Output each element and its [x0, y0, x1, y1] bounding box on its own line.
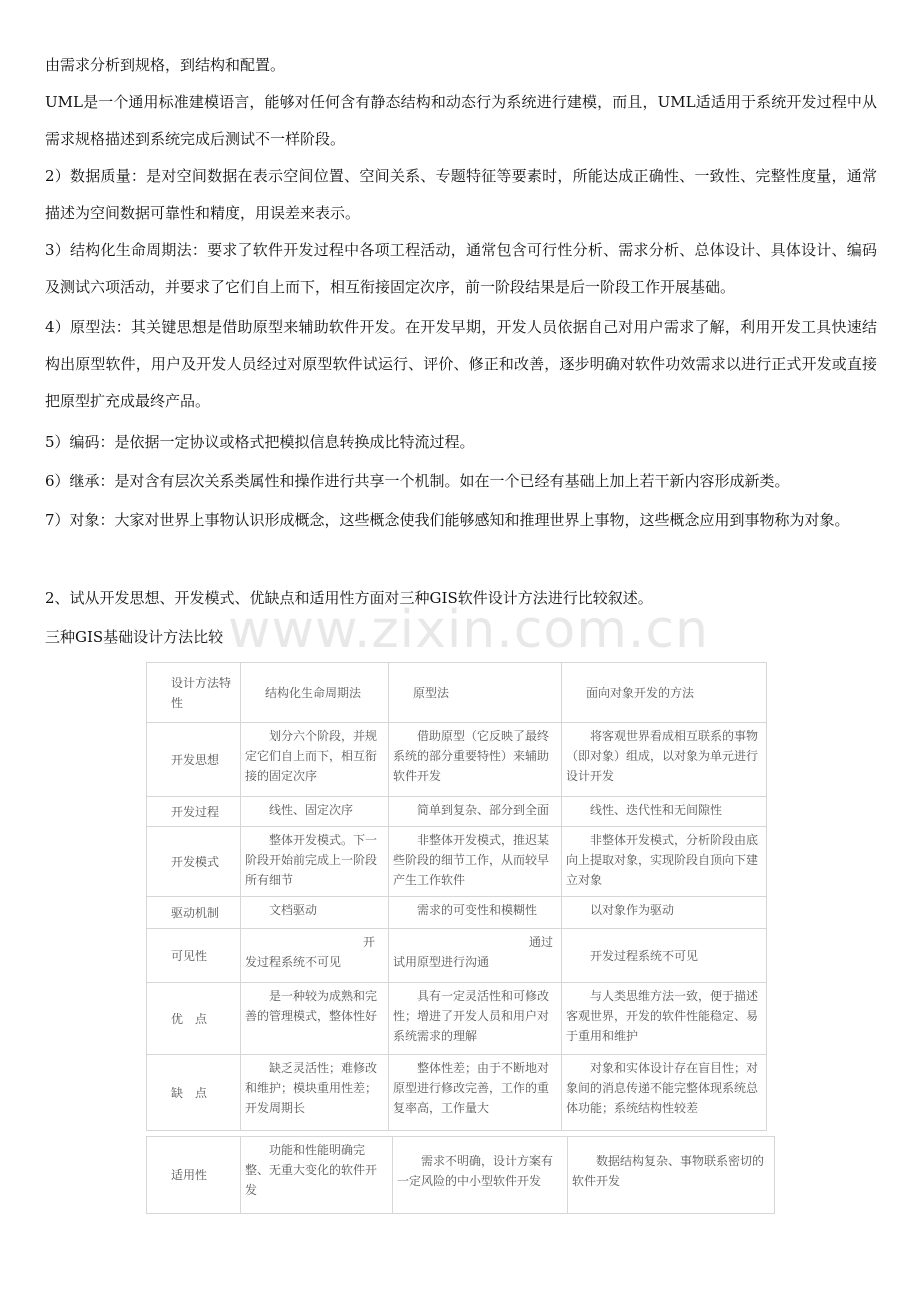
table-cell: 简单到复杂、部分到全面: [389, 797, 562, 827]
table-cell: 具有一定灵活性和可修改性；增进了开发人员和用户对系统需求的理解: [389, 983, 562, 1055]
table-cell: 是一种较为成熟和完善的管理模式，整体性好: [241, 983, 389, 1055]
table-row: [147, 827, 767, 897]
header-cell: 设计方法特性: [147, 663, 241, 723]
table-cell: 缺乏灵活性；难修改和维护；模块重用性差；开发周期长: [241, 1055, 389, 1131]
table-cell: 数据结构复杂、事物联系密切的软件开发: [568, 1137, 775, 1214]
table-cell: 将客观世界看成相互联系的事物（即对象）组成，以对象为单元进行设计开发: [562, 723, 767, 797]
table-cell: 功能和性能明确完整、无重大变化的软件开发: [241, 1137, 393, 1214]
row-label: 可见性: [147, 929, 241, 983]
header-cell: 原型法: [389, 663, 562, 723]
table-cell: 通过试用原型进行沟通: [389, 929, 562, 983]
paragraph-inheritance: 6）继承：是对含有层次关系类属性和操作进行共享一个机制。如在一个已经有基础上加上若干新内容形成新类。: [45, 472, 790, 490]
question-heading: 2、试从开发思想、开发模式、优缺点和适用性方面对三种GIS软件设计方法进行比较叙述。: [45, 589, 653, 607]
table-cell: 需求的可变性和模糊性: [389, 897, 562, 929]
row-label: 适用性: [147, 1137, 241, 1214]
row-label: 优 点: [147, 983, 241, 1055]
table-cell: 文档驱动: [241, 897, 389, 929]
comparison-table: [146, 662, 767, 1131]
watermark: www.zixin.com.cn: [228, 600, 709, 660]
table-header-row: [147, 663, 767, 723]
row-label: 开发思想: [147, 723, 241, 797]
paragraph-1: 由需求分析到规格，到结构和配置。: [45, 56, 286, 74]
table-row: [147, 929, 767, 983]
table-row: [147, 797, 767, 827]
paragraph-encoding: 5）编码：是依据一定协议或格式把模拟信息转换成比特流过程。: [45, 433, 475, 451]
table-cell: 线性、迭代性和无间隙性: [562, 797, 767, 827]
table-row: [147, 983, 767, 1055]
paragraph-prototyping: 4）原型法：其关键思想是借助原型来辅助软件开发。在开发早期，开发人员依据自己对用户需求了解，利用开发工具快速结构出原型软件，用户及开发人员经过对原型软件试运行、评价、修正和改善，逐步明确对软件功效需求以进行正式开发或直接把原型扩充成最终产品。: [45, 318, 877, 410]
table-row: [147, 897, 767, 929]
table-row: [147, 723, 767, 797]
table-cell: 借助原型（它反映了最终系统的部分重要特性）来辅助软件开发: [389, 723, 562, 797]
table-row-applicability: [147, 1137, 775, 1214]
table-cell: 以对象作为驱动: [562, 897, 767, 929]
comparison-table-continued: [146, 1136, 775, 1214]
row-label: 开发过程: [147, 797, 241, 827]
paragraph-uml: UML是一个通用标准建模语言，能够对任何含有静态结构和动态行为系统进行建模，而且，UML适适用于系统开发过程中从需求规格描述到系统完成后测试不一样阶段。: [45, 93, 877, 148]
header-cell: 结构化生命周期法: [241, 663, 389, 723]
table-cell: 与人类思维方法一致，便于描述客观世界，开发的软件性能稳定、易于重用和维护: [562, 983, 767, 1055]
row-label: 开发模式: [147, 827, 241, 897]
table-cell: 非整体开发模式，分析阶段由底向上提取对象，实现阶段自顶向下建立对象: [562, 827, 767, 897]
header-cell: 面向对象开发的方法: [562, 663, 767, 723]
table-cell: 划分六个阶段，并规定它们自上而下，相互衔接的固定次序: [241, 723, 389, 797]
table-caption: 三种GIS基础设计方法比较: [45, 628, 224, 646]
table-cell: 对象和实体设计存在盲目性；对象间的消息传递不能完整体现系统总体功能；系统结构性较差: [562, 1055, 767, 1131]
table-cell: 线性、固定次序: [241, 797, 389, 827]
table-cell: 需求不明确，设计方案有一定风险的中小型软件开发: [393, 1137, 568, 1214]
row-label: 驱动机制: [147, 897, 241, 929]
table-row: [147, 1055, 767, 1131]
table-cell: 开发过程系统不可见: [562, 929, 767, 983]
paragraph-data-quality: 2）数据质量：是对空间数据在表示空间位置、空间关系、专题特征等要素时，所能达成正确性、一致性、完整性度量，通常描述为空间数据可靠性和精度，用误差来表示。: [45, 167, 877, 222]
table-cell: 非整体开发模式，推迟某些阶段的细节工作，从而较早产生工作软件: [389, 827, 562, 897]
paragraph-object: 7）对象：大家对世界上事物认识形成概念，这些概念使我们能够感知和推理世界上事物，这些概念应用到事物称为对象。: [45, 511, 850, 529]
table-cell: 整体开发模式。下一阶段开始前完成上一阶段所有细节: [241, 827, 389, 897]
row-label: 缺 点: [147, 1055, 241, 1131]
table-cell: 开发过程系统不可见: [241, 929, 389, 983]
table-cell: 整体性差；由于不断地对原型进行修改完善，工作的重复率高，工作量大: [389, 1055, 562, 1131]
paragraph-structured-lifecycle: 3）结构化生命周期法：要求了软件开发过程中各项工程活动，通常包含可行性分析、需求分析、总体设计、具体设计、编码及测试六项活动，并要求了它们自上而下，相互衔接固定次序，前一阶段结果是后一阶段工作开展基础。: [45, 241, 877, 296]
